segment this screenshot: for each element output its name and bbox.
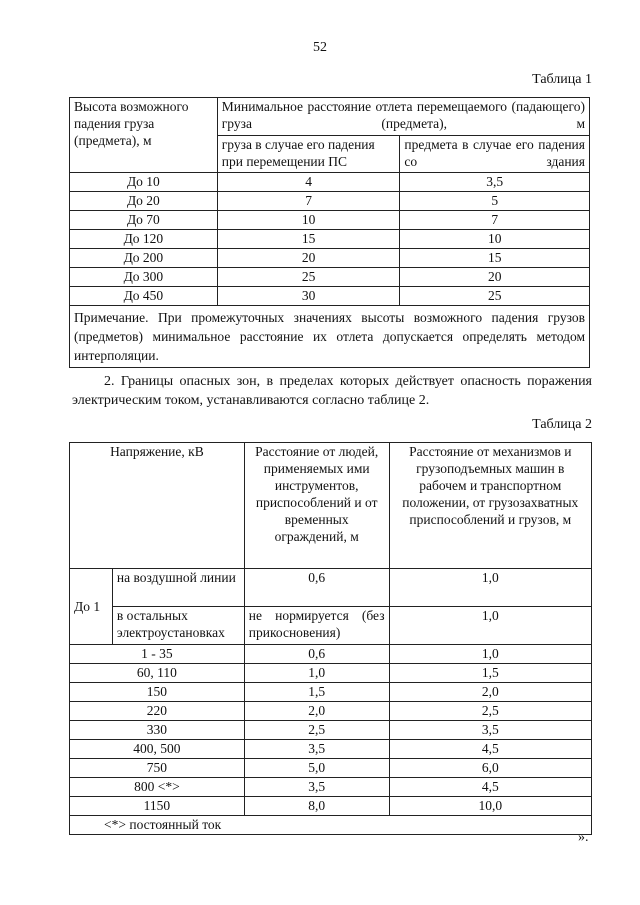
table2-cell: 750 xyxy=(70,759,245,778)
table2-cell: 1,0 xyxy=(389,607,591,645)
table2-cell: 1,5 xyxy=(244,683,389,702)
table1-cell: 20 xyxy=(400,268,590,287)
table1-header-load: груза в случае его падения при перемещении ПС xyxy=(217,136,400,173)
table1-cell: 7 xyxy=(400,211,590,230)
table1-cell: До 10 xyxy=(70,173,218,192)
table2-cell: 1150 xyxy=(70,797,245,816)
table2-cell: 150 xyxy=(70,683,245,702)
table2-cell: 2,5 xyxy=(389,702,591,721)
table1-cell: 30 xyxy=(217,287,400,306)
table2-cell: 2,5 xyxy=(244,721,389,740)
table2-cell: 1,0 xyxy=(389,569,591,607)
paragraph-2: 2. Границы опасных зон, в пределах которых действует опасность поражения электрическим током, устанавливаются согласно таблице 2. xyxy=(72,374,592,408)
table2-cell: 1,5 xyxy=(389,664,591,683)
table1-cell: 20 xyxy=(217,249,400,268)
table2-header-people: Расстояние от людей, применяемых ими инструментов, приспособлений и от временных ограждений, м xyxy=(244,443,389,569)
table1-cell: До 70 xyxy=(70,211,218,230)
table2-do1-overhead: на воздушной линии xyxy=(112,569,244,607)
table1-cell: До 200 xyxy=(70,249,218,268)
table2-cell: 3,5 xyxy=(244,740,389,759)
table1-cell: 15 xyxy=(400,249,590,268)
table2-cell: 2,0 xyxy=(389,683,591,702)
table1-cell: 25 xyxy=(400,287,590,306)
table1-cell: 25 xyxy=(217,268,400,287)
table2-cell: 8,0 xyxy=(244,797,389,816)
table1-header-group: Минимальное расстояние отлета перемещаемого (падающего) груза (предмета), м xyxy=(217,98,589,136)
table2-cell: не нормируется (без прикосновения) xyxy=(244,607,389,645)
table2-cell: 4,5 xyxy=(389,778,591,797)
table2-cell: 2,0 xyxy=(244,702,389,721)
table2-cell: 330 xyxy=(70,721,245,740)
table1-note: Примечание. При промежуточных значениях высоты возможного падения грузов (предметов) минимальное расстояние их отлета допускается определять методом интерполяции. xyxy=(70,306,590,368)
table1-header-object: предмета в случае его падения со здания xyxy=(400,136,590,173)
table2-label: Таблица 2 xyxy=(532,417,592,432)
table2-footnote: <*> постоянный ток xyxy=(70,816,592,835)
table2-cell: 400, 500 xyxy=(70,740,245,759)
table2-cell: 3,5 xyxy=(389,721,591,740)
table2-cell: 4,5 xyxy=(389,740,591,759)
table2-cell: 60, 110 xyxy=(70,664,245,683)
table2-cell: 10,0 xyxy=(389,797,591,816)
table1-cell: 5 xyxy=(400,192,590,211)
page-number: 52 xyxy=(313,40,327,55)
table2-do1-label: До 1 xyxy=(70,569,113,645)
table2-cell: 1 - 35 xyxy=(70,645,245,664)
table1 xyxy=(69,97,590,368)
closing-mark: ». xyxy=(578,830,589,845)
table1-cell: 3,5 xyxy=(400,173,590,192)
table1-label: Таблица 1 xyxy=(532,72,592,87)
table2-cell: 1,0 xyxy=(389,645,591,664)
table2-do1-other: в остальных электроустановках xyxy=(112,607,244,645)
table2-header-voltage: Напряжение, кВ xyxy=(70,443,245,569)
table2-cell: 0,6 xyxy=(244,569,389,607)
table2-cell: 0,6 xyxy=(244,645,389,664)
table1-cell: До 450 xyxy=(70,287,218,306)
table1-cell: 10 xyxy=(400,230,590,249)
table1-cell: До 300 xyxy=(70,268,218,287)
table1-cell: До 120 xyxy=(70,230,218,249)
table1-header-height: Высота возможного падения груза (предмета), м xyxy=(70,98,218,173)
table1-cell: До 20 xyxy=(70,192,218,211)
table2-cell: 1,0 xyxy=(244,664,389,683)
table2-cell: 800 <*> xyxy=(70,778,245,797)
table1-cell: 4 xyxy=(217,173,400,192)
table2-cell: 3,5 xyxy=(244,778,389,797)
table2 xyxy=(69,442,592,835)
table2-cell: 220 xyxy=(70,702,245,721)
table1-cell: 10 xyxy=(217,211,400,230)
table1-cell: 15 xyxy=(217,230,400,249)
table2-cell: 6,0 xyxy=(389,759,591,778)
table2-cell: 5,0 xyxy=(244,759,389,778)
table2-header-machines: Расстояние от механизмов и грузоподъемных машин в рабочем и транспортном положении, от грузозахватных приспособлений и грузов, м xyxy=(389,443,591,569)
table1-cell: 7 xyxy=(217,192,400,211)
